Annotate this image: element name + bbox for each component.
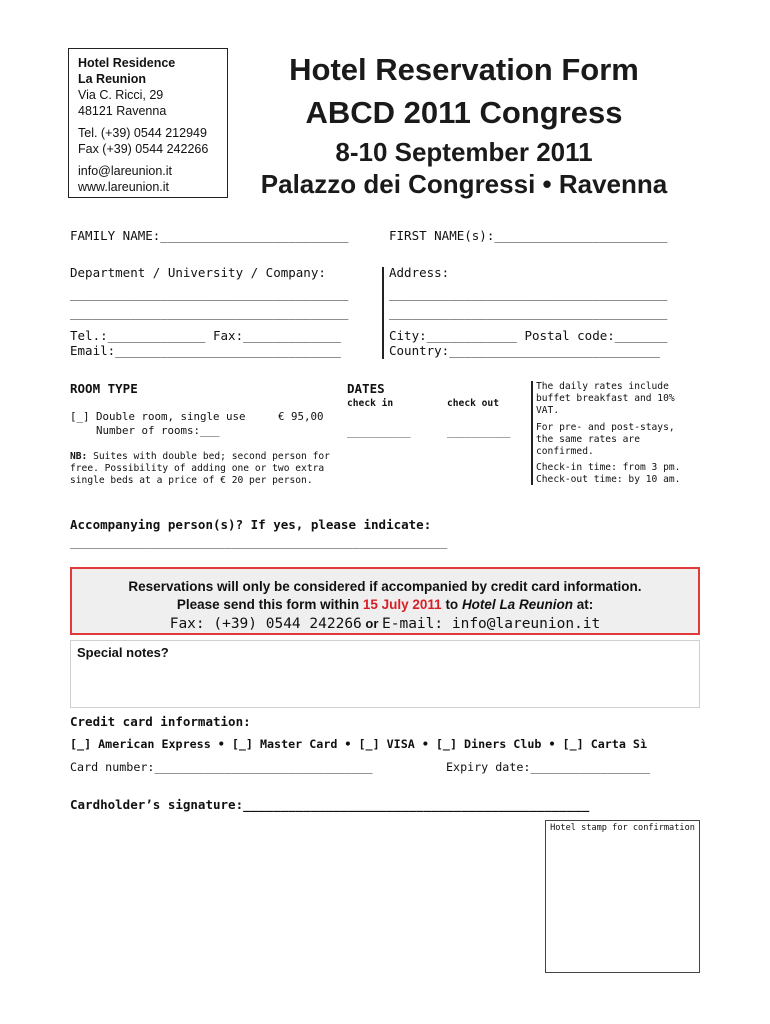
notice-fax: Fax: (+39) 0544 242266 (169, 616, 362, 632)
city-postal-field[interactable]: City:____________ Postal code:_______ (389, 328, 668, 343)
notice-email: E-mail: info@lareunion.it (382, 616, 601, 632)
dates-heading: DATES (347, 381, 385, 396)
address-field-line-2[interactable]: _____________________________________ (389, 305, 668, 320)
room-type-heading: ROOM TYPE (70, 381, 138, 396)
check-in-field[interactable]: ___________ (347, 427, 411, 438)
family-name-field[interactable]: FAMILY NAME:_________________________ (70, 228, 349, 243)
stamp-label: Hotel stamp for confirmation (550, 823, 695, 833)
notice-contact (72, 614, 698, 634)
event-name: ABCD 2011 Congress (305, 95, 623, 130)
hotel-email: info@lareunion.it (78, 164, 172, 178)
notice-mid: to (441, 597, 462, 612)
check-in-label: check in (347, 398, 394, 409)
rates-note-line-3: VAT. (536, 405, 560, 416)
address-field-line-1[interactable]: _____________________________________ (389, 286, 668, 301)
check-out-field[interactable]: ___________ (447, 427, 511, 438)
event-venue: Palazzo dei Congressi • Ravenna (260, 169, 668, 199)
notice-line-2 (72, 596, 698, 614)
check-out-label: check out (447, 398, 499, 409)
notice-post: at: (572, 597, 594, 612)
nb-line-2: free. Possibility of adding one or two extra (70, 463, 325, 474)
hotel-web: www.lareunion.it (78, 180, 170, 194)
special-notes-label: Special notes? (77, 645, 169, 660)
rates-note-line-4: For pre- and post-stays, (536, 422, 675, 433)
hotel-fax: Fax (+39) 0544 242266 (78, 142, 209, 156)
notice-box (70, 567, 700, 635)
department-label: Department / University / Company: (70, 265, 326, 280)
notice-or: or (361, 616, 383, 631)
hotel-name: Hotel Residence (78, 56, 176, 70)
rates-note-line-6: confirmed. (536, 446, 594, 457)
card-number-field[interactable]: Card number:_______________________________ (70, 760, 373, 774)
card-type-options[interactable]: [_] American Express • [_] Master Card • [_] VISA • [_] Diners Club • [_] Carta Sì (70, 737, 647, 751)
notice-line-1: Reservations will only be considered if accompanied by credit card information. (128, 579, 642, 594)
expiry-date-field[interactable]: Expiry date:_________________ (446, 760, 651, 774)
notice-hotel: Hotel La Reunion (461, 597, 573, 612)
nb-label: NB: (70, 451, 88, 462)
double-room-checkbox[interactable]: [_] Double room, single use (70, 410, 246, 423)
hotel-stamp-box (545, 820, 700, 973)
room-nb-note (70, 451, 330, 463)
hotel-city: 48121 Ravenna (78, 104, 167, 118)
tel-fax-field[interactable]: Tel.:_____________ Fax:_____________ (70, 328, 341, 343)
first-name-field[interactable]: FIRST NAME(s):_______________________ (389, 228, 668, 243)
address-label: Address: (389, 265, 450, 280)
room-price: € 95,00 (278, 410, 324, 423)
accompanying-label: Accompanying person(s)? If yes, please indicate: (70, 517, 432, 532)
hotel-tel: Tel. (+39) 0544 212949 (78, 126, 207, 140)
credit-card-heading: Credit card information: (70, 714, 251, 729)
rates-note-line-1: The daily rates include (536, 381, 669, 392)
column-divider (382, 267, 384, 359)
nb-line-3: single beds at a price of € 20 per person. (70, 475, 313, 486)
department-field-line-2[interactable]: _____________________________________ (70, 305, 349, 320)
form-title: Hotel Reservation Form (289, 52, 639, 87)
event-dates: 8-10 September 2011 (335, 137, 593, 167)
number-of-rooms-field[interactable]: Number of rooms:___ (96, 424, 220, 437)
notice-pre: Please send this form within (176, 597, 363, 612)
special-notes-field[interactable] (70, 640, 700, 708)
rates-note-line-7: Check-in time: from 3 pm. (536, 462, 681, 473)
department-field-line-1[interactable]: _____________________________________ (70, 286, 349, 301)
signature-field[interactable]: Cardholder’s signature:______________________________________________ (70, 797, 590, 812)
hotel-name-2: La Reunion (78, 72, 147, 86)
rates-note-line-2: buffet breakfast and 10% (536, 393, 675, 404)
rates-note-line-8: Check-out time: by 10 am. (536, 474, 681, 485)
rates-divider (531, 381, 533, 485)
notice-deadline: 15 July 2011 (362, 597, 442, 612)
accompanying-field[interactable]: ________________________________________________________ (70, 536, 448, 549)
country-field[interactable]: Country:____________________________ (389, 343, 660, 358)
hotel-info-box (68, 48, 228, 198)
nb-line-1: Suites with double bed; second person for (87, 451, 330, 462)
rates-note-line-5: the same rates are (536, 434, 640, 445)
hotel-street: Via C. Ricci, 29 (78, 88, 164, 102)
email-field[interactable]: Email:______________________________ (70, 343, 341, 358)
